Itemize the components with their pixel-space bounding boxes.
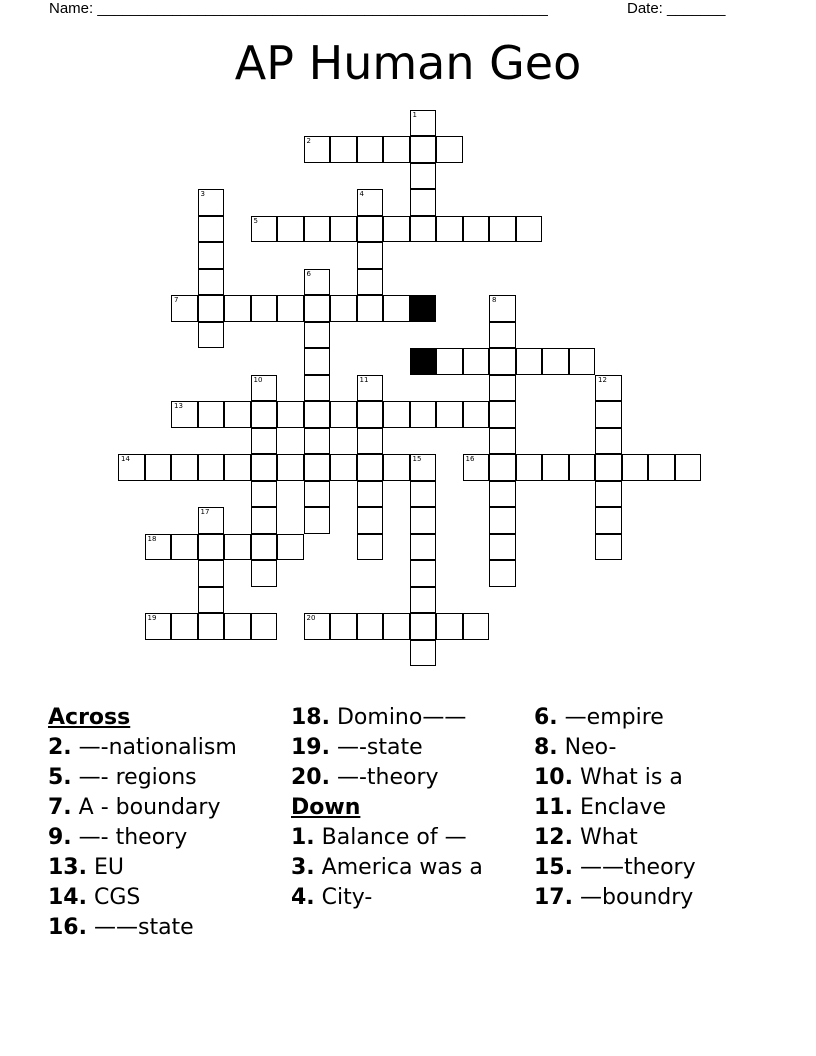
- grid-cell[interactable]: [410, 401, 437, 428]
- down-clue: 11. Enclave: [534, 795, 667, 820]
- grid-cell[interactable]: [145, 454, 172, 481]
- grid-cell[interactable]: [357, 401, 384, 428]
- across-clue: 20. —-theory: [291, 765, 439, 790]
- across-heading: Across: [48, 705, 131, 730]
- grid-cell[interactable]: [357, 269, 384, 296]
- grid-cell[interactable]: [277, 401, 304, 428]
- grid-cell[interactable]: [198, 613, 225, 640]
- grid-cell[interactable]: [304, 136, 331, 163]
- grid-cell[interactable]: [251, 401, 278, 428]
- grid-cell[interactable]: [171, 454, 198, 481]
- cell-number: 19: [147, 614, 157, 623]
- grid-cell[interactable]: [410, 216, 437, 243]
- grid-cell[interactable]: [595, 454, 622, 481]
- grid-cell[interactable]: [489, 401, 516, 428]
- grid-cell[interactable]: [251, 216, 278, 243]
- grid-cell[interactable]: [224, 454, 251, 481]
- cell-number: 2: [306, 137, 311, 146]
- down-clue: 4. City-: [291, 885, 373, 910]
- grid-cell[interactable]: [357, 481, 384, 508]
- grid-cell[interactable]: [410, 640, 437, 667]
- grid-cell[interactable]: [251, 534, 278, 561]
- cell-number: 14: [121, 455, 130, 464]
- clues-column-3: [534, 703, 774, 913]
- grid-cell[interactable]: [145, 534, 172, 561]
- grid-cell[interactable]: [357, 216, 384, 243]
- grid-cell[interactable]: [436, 136, 463, 163]
- grid-cell[interactable]: [198, 534, 225, 561]
- grid-cell[interactable]: [224, 613, 251, 640]
- grid-cell[interactable]: [410, 110, 437, 137]
- grid-cell[interactable]: [357, 613, 384, 640]
- grid-cell[interactable]: [595, 375, 622, 402]
- down-clue: 1. Balance of —: [291, 825, 467, 850]
- cell-number: 9: [412, 349, 417, 358]
- cell-number: 6: [306, 269, 311, 278]
- grid-cell[interactable]: [595, 481, 622, 508]
- grid-cell[interactable]: [251, 375, 278, 402]
- down-clue: 3. America was a: [291, 855, 483, 880]
- grid-cell[interactable]: [304, 401, 331, 428]
- grid-cell[interactable]: [489, 481, 516, 508]
- grid-cell[interactable]: [489, 322, 516, 349]
- grid-cell[interactable]: [330, 613, 357, 640]
- grid-cell[interactable]: [198, 295, 225, 322]
- grid-cell[interactable]: [463, 348, 490, 375]
- grid-cell[interactable]: [198, 507, 225, 534]
- grid-cell[interactable]: [251, 454, 278, 481]
- grid-cell[interactable]: [436, 216, 463, 243]
- grid-cell[interactable]: [304, 322, 331, 349]
- grid-cell[interactable]: [489, 348, 516, 375]
- grid-cell[interactable]: [304, 295, 331, 322]
- across-clue: 16. ——state: [48, 915, 194, 940]
- grid-cell[interactable]: [251, 613, 278, 640]
- grid-cell[interactable]: [171, 295, 198, 322]
- grid-cell[interactable]: [224, 295, 251, 322]
- grid-cell[interactable]: [410, 560, 437, 587]
- across-clue: 19. —-state: [291, 735, 423, 760]
- grid-cell[interactable]: [436, 348, 463, 375]
- grid-cell[interactable]: [330, 401, 357, 428]
- cell-number: 4: [359, 190, 364, 199]
- grid-cell[interactable]: [198, 560, 225, 587]
- clues-column-2: [291, 703, 531, 913]
- cell-number: 3: [200, 190, 205, 199]
- grid-cell[interactable]: [357, 189, 384, 216]
- across-clue: 5. —- regions: [48, 765, 197, 790]
- grid-cell[interactable]: [277, 295, 304, 322]
- down-clue: 15. ——theory: [534, 855, 696, 880]
- grid-cell[interactable]: [251, 428, 278, 455]
- grid-cell[interactable]: [410, 534, 437, 561]
- grid-cell[interactable]: [383, 136, 410, 163]
- grid-cell[interactable]: [436, 401, 463, 428]
- cell-number: 18: [147, 534, 157, 543]
- grid-cell[interactable]: [489, 454, 516, 481]
- cell-number: 10: [253, 375, 263, 384]
- grid-cell[interactable]: [410, 507, 437, 534]
- grid-cell[interactable]: [595, 428, 622, 455]
- grid-cell[interactable]: [198, 322, 225, 349]
- grid-cell[interactable]: [410, 587, 437, 614]
- grid-cell[interactable]: [357, 242, 384, 269]
- grid-cell[interactable]: [463, 454, 490, 481]
- cell-number: 15: [412, 455, 422, 464]
- cell-number: 7: [174, 296, 179, 305]
- grid-cell[interactable]: [357, 136, 384, 163]
- grid-cell[interactable]: [436, 613, 463, 640]
- grid-cell[interactable]: [304, 613, 331, 640]
- grid-cell[interactable]: [304, 375, 331, 402]
- across-clue: 13. EU: [48, 855, 124, 880]
- cell-number: 13: [174, 402, 183, 411]
- grid-cell[interactable]: [357, 534, 384, 561]
- grid-cell[interactable]: [330, 295, 357, 322]
- grid-cell[interactable]: [277, 534, 304, 561]
- grid-cell[interactable]: [489, 295, 516, 322]
- cell-number: 16: [465, 455, 475, 464]
- grid-cell[interactable]: [595, 534, 622, 561]
- grid-cell[interactable]: [304, 428, 331, 455]
- grid-cell[interactable]: [410, 163, 437, 190]
- grid-cell[interactable]: [595, 507, 622, 534]
- date-field-label: Date: _______: [627, 0, 726, 17]
- grid-cell[interactable]: [198, 454, 225, 481]
- grid-cell[interactable]: [224, 534, 251, 561]
- grid-cell[interactable]: [569, 454, 596, 481]
- grid-cell[interactable]: [569, 348, 596, 375]
- grid-cell[interactable]: [304, 216, 331, 243]
- grid-cell[interactable]: [251, 507, 278, 534]
- across-clue: 18. Domino——: [291, 705, 467, 730]
- down-clue: 12. What: [534, 825, 638, 850]
- grid-cell[interactable]: [198, 401, 225, 428]
- grid-cell[interactable]: [145, 613, 172, 640]
- grid-cell[interactable]: [675, 454, 702, 481]
- grid-cell[interactable]: [410, 189, 437, 216]
- cell-number: 20: [306, 614, 316, 623]
- grid-cell[interactable]: [304, 454, 331, 481]
- grid-cell[interactable]: [198, 269, 225, 296]
- grid-cell[interactable]: [304, 269, 331, 296]
- grid-cell[interactable]: [251, 295, 278, 322]
- grid-cell[interactable]: [330, 216, 357, 243]
- cell-number: 11: [359, 375, 369, 384]
- grid-cell[interactable]: [489, 216, 516, 243]
- across-clue: 2. —-nationalism: [48, 735, 237, 760]
- grid-cell[interactable]: [410, 454, 437, 481]
- grid-cell[interactable]: [251, 481, 278, 508]
- grid-cell[interactable]: [357, 507, 384, 534]
- grid-cell[interactable]: [198, 587, 225, 614]
- across-clue: 9. —- theory: [48, 825, 188, 850]
- grid-cell[interactable]: [357, 428, 384, 455]
- grid-cell[interactable]: [648, 454, 675, 481]
- grid-black-cell: [410, 295, 437, 322]
- grid-black-cell: [410, 348, 437, 375]
- grid-cell[interactable]: [463, 401, 490, 428]
- down-clue: 8. Neo-: [534, 735, 617, 760]
- grid-cell[interactable]: [489, 534, 516, 561]
- grid-cell[interactable]: [489, 375, 516, 402]
- grid-cell[interactable]: [304, 348, 331, 375]
- clues-column-1: [48, 703, 288, 943]
- grid-cell[interactable]: [277, 216, 304, 243]
- grid-cell[interactable]: [516, 216, 543, 243]
- grid-cell[interactable]: [304, 481, 331, 508]
- grid-cell[interactable]: [383, 454, 410, 481]
- grid-cell[interactable]: [198, 242, 225, 269]
- grid-cell[interactable]: [198, 216, 225, 243]
- grid-cell[interactable]: [277, 454, 304, 481]
- grid-cell[interactable]: [542, 454, 569, 481]
- cell-number: 12: [598, 375, 607, 384]
- page-title: AP Human Geo: [234, 36, 582, 90]
- grid-cell[interactable]: [595, 401, 622, 428]
- name-field-label: Name: ______________________________________________________: [49, 0, 548, 17]
- grid-cell[interactable]: [330, 136, 357, 163]
- down-clue: 6. —empire: [534, 705, 664, 730]
- grid-cell[interactable]: [330, 454, 357, 481]
- grid-cell[interactable]: [489, 560, 516, 587]
- grid-cell[interactable]: [357, 454, 384, 481]
- cell-number: 1: [412, 110, 417, 119]
- cell-number: 17: [200, 508, 210, 517]
- grid-cell[interactable]: [410, 481, 437, 508]
- grid-cell[interactable]: [489, 507, 516, 534]
- grid-cell[interactable]: [489, 428, 516, 455]
- grid-cell[interactable]: [622, 454, 649, 481]
- grid-cell[interactable]: [463, 216, 490, 243]
- down-clue: 10. What is a: [534, 765, 683, 790]
- grid-cell[interactable]: [304, 507, 331, 534]
- grid-cell[interactable]: [224, 401, 251, 428]
- grid-cell[interactable]: [171, 401, 198, 428]
- cell-number: 5: [253, 216, 258, 225]
- cell-number: 8: [492, 296, 497, 305]
- grid-cell[interactable]: [171, 534, 198, 561]
- grid-cell[interactable]: [251, 560, 278, 587]
- grid-cell[interactable]: [357, 295, 384, 322]
- grid-cell[interactable]: [198, 189, 225, 216]
- down-heading: Down: [291, 795, 361, 820]
- grid-cell[interactable]: [410, 136, 437, 163]
- across-clue: 7. A - boundary: [48, 795, 221, 820]
- grid-cell[interactable]: [463, 613, 490, 640]
- grid-cell[interactable]: [383, 295, 410, 322]
- grid-cell[interactable]: [357, 375, 384, 402]
- across-clue: 14. CGS: [48, 885, 141, 910]
- grid-cell[interactable]: [383, 401, 410, 428]
- grid-cell[interactable]: [516, 454, 543, 481]
- grid-cell[interactable]: [383, 216, 410, 243]
- grid-cell[interactable]: [118, 454, 145, 481]
- grid-cell[interactable]: [516, 348, 543, 375]
- grid-cell[interactable]: [410, 613, 437, 640]
- grid-cell[interactable]: [171, 613, 198, 640]
- grid-cell[interactable]: [383, 613, 410, 640]
- grid-cell[interactable]: [542, 348, 569, 375]
- down-clue: 17. —boundry: [534, 885, 694, 910]
